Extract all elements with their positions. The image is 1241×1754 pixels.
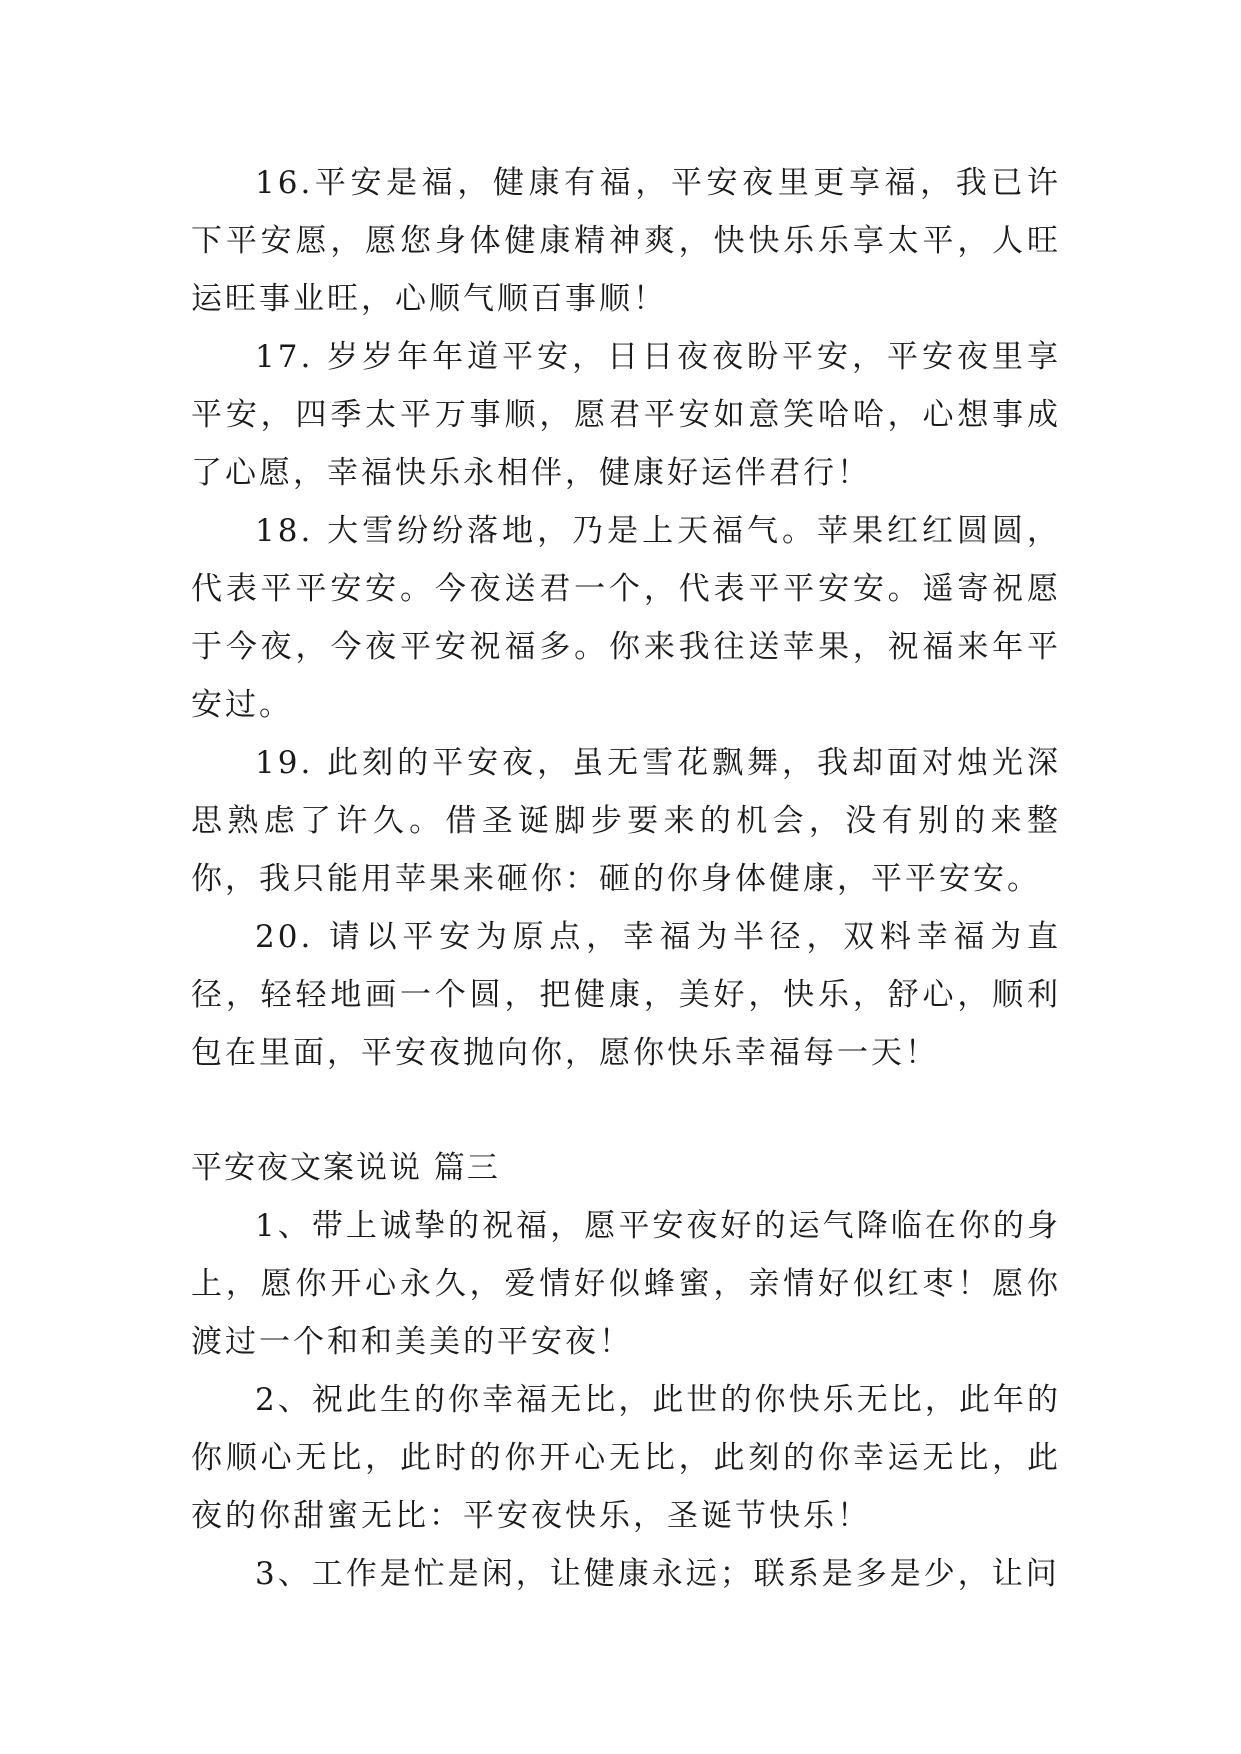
- paragraph-18: 18. 大雪纷纷落地，乃是上天福气。苹果红红圆圆，代表平平安安。今夜送君一个，代表平平安安。遥寄祝愿于今夜，今夜平安祝福多。你来我往送苹果，祝福来年平安过。: [191, 513, 1061, 723]
- paragraph-3: 3、工作是忙是闲，让健康永远；联系是多是少，让问: [255, 1556, 1060, 1592]
- paragraph-1: 1、带上诚挚的祝福，愿平安夜好的运气降临在你的身上，愿你开心永久，爱情好似蜂蜜，亲情好似红枣！愿你渡过一个和和美美的平安夜！: [191, 1208, 1061, 1360]
- paragraph-20: 20. 请以平安为原点，幸福为半径，双料幸福为直径，轻轻地画一个圆，把健康，美好，快乐，舒心，顺利包在里面，平安夜抛向你，愿你快乐幸福每一天！: [191, 919, 1061, 1071]
- paragraph-16: 16.平安是福，健康有福，平安夜里更享福，我已许下平安愿，愿您身体健康精神爽，快快乐乐享太平，人旺运旺事业旺，心顺气顺百事顺！: [191, 165, 1061, 317]
- paragraph-17: 17. 岁岁年年道平安，日日夜夜盼平安，平安夜里享平安，四季太平万事顺，愿君平安如意笑哈哈，心想事成了心愿，幸福快乐永相伴，健康好运伴君行！: [191, 339, 1061, 491]
- paragraph-19: 19. 此刻的平安夜，虽无雪花飘舞，我却面对烛光深思熟虑了许久。借圣诞脚步要来的机会，没有别的来整你，我只能用苹果来砸你：砸的你身体健康，平平安安。: [191, 745, 1061, 897]
- document-body: [191, 154, 1061, 1603]
- paragraph-2: 2、祝此生的你幸福无比，此世的你快乐无比，此年的你顺心无比，此时的你开心无比，此刻的你幸运无比，此夜的你甜蜜无比：平安夜快乐，圣诞节快乐！: [191, 1382, 1061, 1534]
- section-heading: 平安夜文案说说 篇三: [191, 1150, 500, 1186]
